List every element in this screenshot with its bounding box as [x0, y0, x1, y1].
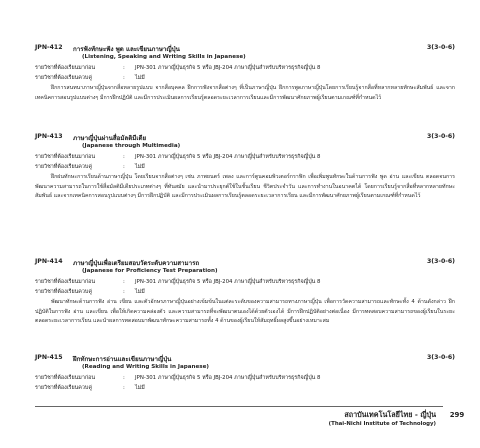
course-credit: 3(3-0-6): [426, 44, 455, 51]
separator-colon: :: [123, 164, 125, 170]
course-title-en: (Japanese through Multimedia): [82, 143, 181, 149]
course-title-th: ฝึกทักษะการอ่านและเขียนภาษาญี่ปุ่น: [73, 356, 172, 363]
course-code: JPN-415: [35, 354, 63, 361]
separator-colon: :: [123, 375, 125, 381]
corequisite-row: [35, 74, 145, 82]
course-code: JPN-413: [35, 133, 63, 140]
prerequisite-label: รายวิชาที่ต้องเรียนมาก่อน: [35, 154, 96, 160]
corequisite-value: ไม่มี: [135, 385, 145, 391]
prerequisite-label: รายวิชาที่ต้องเรียนมาก่อน: [35, 65, 96, 71]
footer-divider: [35, 406, 443, 407]
prerequisite-label: รายวิชาที่ต้องเรียนมาก่อน: [35, 375, 96, 381]
course-jpn-412: [35, 44, 455, 122]
corequisite-label: รายวิชาที่ต้องเรียนควบคู่: [35, 385, 92, 391]
page-number: 299: [449, 411, 465, 419]
corequisite-value: ไม่มี: [135, 75, 145, 81]
course-credit: 3(3-0-6): [426, 354, 455, 361]
corequisite-row: [35, 288, 145, 296]
course-description: ฝึกฝนทักษะการเรียนด้านภาษาญี่ปุ่น โดยเรียนจากสื่อต่างๆ เช่น ภาพยนตร์ เพลง และการ์ตูนคอมพิวเตอร์กราฟิก เพื่อเพิ่มพูนทักษะในด้านการฟัง พูด อ่าน และเขียน ตลอดจนการพัฒนาความสามารถในการใช้สื่อมัลติมีเดียประเภทต่างๆ ที่ทันสมัย และนำมาประยุกต์ใช้ในชั้นเรียน ชีวิตประจำวัน และการทำงานในอนาคตได้ โดยการเรียนรู้จากสื่อที่หลากหลายทักษะสัมพันธ์ และจากเทคนิคการสอนรูปแบบต่างๆ มีการฝึกปฏิบัติ และมีการประเมินผลการเรียนรู้ตลอดระยะเวลาการเรียน และมีการพัฒนาศักยภาพผู้เรียนตามเกณฑ์ที่กำหนดไว้: [35, 174, 455, 200]
course-credit: 3(3-0-6): [426, 133, 455, 140]
footer-institute-name: สถาบันเทคโนโลยีไทย - ญี่ปุ่น: [344, 410, 436, 419]
footer-institute-name-en: (Thai-Nichi Institute of Technology): [328, 421, 436, 427]
prerequisite-value: JPN-301 ภาษาญี่ปุ่นธุรกิจ 5 หรือ JBJ-204 ภาษาญี่ปุ่นสำหรับบริหารธุรกิจญี่ปุ่น 8: [135, 375, 321, 381]
course-credit: 3(3-0-6): [426, 258, 455, 265]
corequisite-label: รายวิชาที่ต้องเรียนควบคู่: [35, 75, 92, 81]
separator-colon: :: [123, 154, 125, 160]
course-title-th: การฟังทักษะฟัง พูด และเขียนภาษาญี่ปุ่น: [73, 46, 180, 53]
course-jpn-415: [35, 354, 455, 398]
corequisite-value: ไม่มี: [135, 289, 145, 295]
corequisite-value: ไม่มี: [135, 164, 145, 170]
prerequisite-row: [35, 153, 320, 161]
separator-colon: :: [123, 289, 125, 295]
corequisite-row: [35, 384, 145, 392]
course-title-th: ภาษาญี่ปุ่นผ่านสื่อมัลติมีเดีย: [73, 135, 147, 142]
course-jpn-413: [35, 133, 455, 251]
course-title-en: (Reading and Writing Skills in Japanese): [82, 364, 209, 370]
separator-colon: :: [123, 65, 125, 71]
course-description: พัฒนาทักษะด้านการฟัง อ่าน เขียน และตัวอักษรภาษาญี่ปุ่นอย่างเข้มข้นในแต่ละระดับของความสามารถทางภาษาญี่ปุ่น เพื่อการวัดความสามารถและทักษะทั้ง 4 ด้านดังกล่าว ฝึกปฏิบัติในการฟัง อ่าน และเขียน เพื่อให้เกิดความคล่องตัว และความสามารถที่จะพัฒนาตนเองได้ด้วยตัวเองได้ มีการฝึกปฏิบัติอย่างต่อเนื่อง มีการทดสอบความสามารถของผู้เรียนในระยะตลอดระยะเวลาการเรียน และนำผลการทดสอบมาพัฒนาทักษะความสามารถทั้ง 4 ด้านของผู้เรียนให้สัมฤทธิ์ผลสูงขึ้นอย่างเหมาะสม: [35, 299, 455, 325]
prerequisite-value: JPN-301 ภาษาญี่ปุ่นธุรกิจ 5 หรือ JBJ-204 ภาษาญี่ปุ่นสำหรับบริหารธุรกิจญี่ปุ่น 8: [135, 154, 321, 160]
corequisite-label: รายวิชาที่ต้องเรียนควบคู่: [35, 164, 92, 170]
course-code: JPN-412: [35, 44, 63, 51]
separator-colon: :: [123, 385, 125, 391]
separator-colon: :: [123, 75, 125, 81]
prerequisite-value: JPN-301 ภาษาญี่ปุ่นธุรกิจ 5 หรือ JBJ-204 ภาษาญี่ปุ่นสำหรับบริหารธุรกิจญี่ปุ่น 8: [135, 65, 321, 71]
course-title-en: (Japanese for Proficiency Test Preparation): [82, 268, 218, 274]
prerequisite-row: [35, 64, 320, 72]
course-description: ฝึกการสนทนาภาษาญี่ปุ่นจากสื่อหลายรูปแบบ จากสื่อบุคคล ฝึกการฟังจากสื่อต่างๆ ที่เป็นภาษาญี่ปุ่น ฝึกการพูดภาษาญี่ปุ่นโดยการเรียนรู้จากสื่อที่หลากหลายทักษะสัมพันธ์ และจากเทคนิคการสอนรูปแบบต่างๆ มีการฝึกปฏิบัติ และมีการประเมินผลการเรียนรู้ตลอดระยะเวลาการเรียนและมีการพัฒนาศักยภาพผู้เรียนตามเกณฑ์ที่กำหนดไว้: [35, 85, 455, 101]
course-jpn-414: [35, 258, 455, 366]
prerequisite-value: JPN-301 ภาษาญี่ปุ่นธุรกิจ 5 หรือ JBJ-204 ภาษาญี่ปุ่นสำหรับบริหารธุรกิจญี่ปุ่น 8: [135, 279, 321, 285]
prerequisite-row: [35, 278, 320, 286]
course-title-en: (Listening, Speaking and Writing Skills in Japanese): [82, 54, 246, 60]
course-code: JPN-414: [35, 258, 63, 265]
course-title-th: ภาษาญี่ปุ่นเพื่อเตรียมสอบวัดระดับความสามารถ: [73, 260, 200, 267]
prerequisite-row: [35, 374, 320, 382]
corequisite-row: [35, 163, 145, 171]
separator-colon: :: [123, 279, 125, 285]
prerequisite-label: รายวิชาที่ต้องเรียนมาก่อน: [35, 279, 96, 285]
corequisite-label: รายวิชาที่ต้องเรียนควบคู่: [35, 289, 92, 295]
